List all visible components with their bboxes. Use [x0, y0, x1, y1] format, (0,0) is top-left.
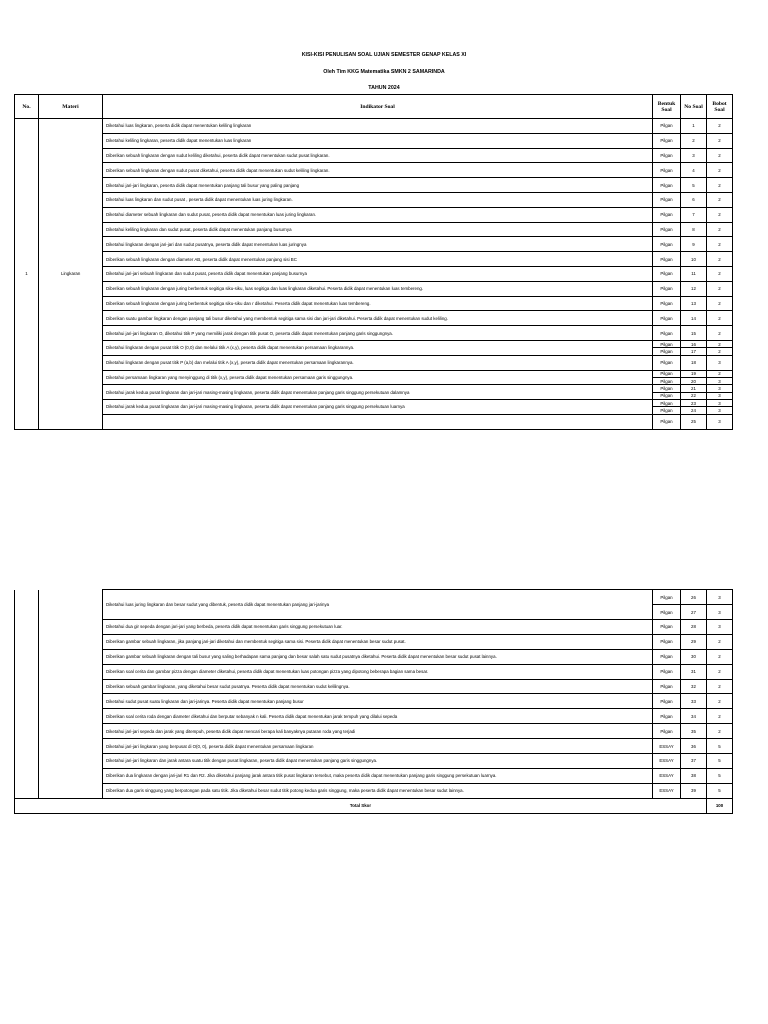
indikator-cell: Diketahui jari-jari lingkaran yang berpusat di O(0, 0), peserta didik dapat menentukan persamaan lingkaran — [103, 739, 653, 754]
bobot-cell: 2 — [707, 694, 733, 709]
bentuk-soal-cell: Pilgan — [653, 392, 681, 399]
bentuk-soal-cell: Pilgan — [653, 252, 681, 267]
indikator-cell: Diketahui luas lingkaran, peserta didik dapat menentukan keliling lingkaran — [103, 119, 653, 134]
indikator-cell: Diberikan sebuah lingkaran dengan juring berbentuk segitiga siku-siku dan r diketahui. Peserta didik dapat menentukan luas tembereng. — [103, 296, 653, 311]
no-soal-cell: 30 — [681, 649, 707, 664]
bobot-cell: 2 — [707, 649, 733, 664]
indikator-cell: Diketahui jari-jari lingkaran, peserta didik dapat menentukan panjang tali busur yang paling panjang — [103, 178, 653, 193]
bobot-cell: 2 — [707, 664, 733, 679]
bobot-cell: 2 — [707, 222, 733, 237]
bentuk-soal-cell: Pilgan — [653, 237, 681, 252]
bobot-cell: 2 — [707, 192, 733, 207]
bentuk-soal-cell: Pilgan — [653, 385, 681, 392]
no-soal-cell: 4 — [681, 163, 707, 178]
table-row — [15, 266, 733, 281]
bentuk-soal-cell: Pilgan — [653, 348, 681, 355]
indikator-cell: Diketahui luas juring lingkaran dan besar sudut yang dibentuk, peserta didik dapat menentukan panjang jari-jarinya — [103, 590, 653, 620]
bobot-cell: 3 — [707, 590, 733, 605]
bobot-cell: 2 — [707, 634, 733, 649]
materi-cell: Lingkaran — [39, 119, 103, 430]
no-soal-cell: 8 — [681, 222, 707, 237]
no-soal-cell: 3 — [681, 148, 707, 163]
bentuk-soal-cell: ESSAY — [653, 754, 681, 769]
no-soal-cell: 14 — [681, 311, 707, 326]
bobot-cell: 3 — [707, 400, 733, 407]
grid-table-page2 — [14, 589, 733, 814]
bentuk-soal-cell: Pilgan — [653, 119, 681, 134]
table-row — [15, 590, 733, 605]
bobot-cell: 2 — [707, 348, 733, 355]
table-row — [15, 694, 733, 709]
table-body-page1 — [15, 119, 733, 430]
indikator-cell: Diketahui sudut pusat suatu lingkaran dan jari-jarinya. Peserta didik dapat menentukan panjang busur — [103, 694, 653, 709]
indikator-cell: Diberikan dua lingkaran dengan jari-jari R1 dan R2. Jika diketahui panjang jarak antara titik pusat lingkaran tersebut, maka peserta didik dapat menentukan panjang garis singgung persekutuan luarnya. — [103, 768, 653, 783]
no-soal-cell: 24 — [681, 407, 707, 414]
bentuk-soal-cell: Pilgan — [653, 311, 681, 326]
table-row — [15, 133, 733, 148]
bobot-cell: 2 — [707, 178, 733, 193]
bentuk-soal-cell: Pilgan — [653, 377, 681, 384]
indikator-cell: Diberikan sebuah gambar lingkaran, yang diketahui besar sudut pusatnya. Peserta didik dapat menentukan sudut kelilingnya. — [103, 679, 653, 694]
total-value: 100 — [707, 798, 733, 813]
bentuk-soal-cell: Pilgan — [653, 163, 681, 178]
table-row — [15, 340, 733, 347]
bentuk-soal-cell: Pilgan — [653, 590, 681, 605]
bobot-cell: 2 — [707, 311, 733, 326]
no-soal-cell: 34 — [681, 709, 707, 724]
bobot-cell: 3 — [707, 605, 733, 620]
table-row — [15, 783, 733, 798]
total-row — [15, 798, 733, 813]
no-soal-cell: 17 — [681, 348, 707, 355]
indikator-cell: Diberikan dua garis singgung yang berpotongan pada satu titik. Jika diketahui besar sudut titik potong kedua garis singgung, maka peserta didik dapat menentukan besar sudut lainnya. — [103, 783, 653, 798]
bentuk-soal-cell: Pilgan — [653, 407, 681, 414]
no-soal-cell: 10 — [681, 252, 707, 267]
bobot-cell: 3 — [707, 407, 733, 414]
indikator-cell: Diketahui lingkaran dengan pusat titik O (0,0) dan melalui titik A (x,y), peserta didik dapat menentukan persamaan lingkarannya. — [103, 340, 653, 355]
bentuk-soal-cell: Pilgan — [653, 694, 681, 709]
bentuk-soal-cell: Pilgan — [653, 400, 681, 407]
no-soal-cell: 27 — [681, 605, 707, 620]
bentuk-soal-cell: Pilgan — [653, 605, 681, 620]
no-soal-cell: 23 — [681, 400, 707, 407]
indikator-cell: Diberikan suatu gambar lingkaran dengan panjang tali busur diketahui yang membentuk segitiga sama sisi dan jari-jari diketahui. Peserta didik dapat menentukan sudut keliling. — [103, 311, 653, 326]
bobot-cell: 3 — [707, 620, 733, 635]
bentuk-soal-cell: Pilgan — [653, 326, 681, 341]
indikator-cell: Diketahui jari-jari sepeda dan jarak yang ditempuh, peserta didik dapat mencari berapa kali banyaknya putaran roda yang terjadi — [103, 724, 653, 739]
table-row — [15, 709, 733, 724]
table-row — [15, 754, 733, 769]
indikator-cell: Diberikan sebuah lingkaran dengan juring berbentuk segitiga siku-siku, luas segitiga dan luas lingkaran diketahui. Peserta didik dapat menentukan luas tembereng. — [103, 281, 653, 296]
table-row — [15, 664, 733, 679]
table-row — [15, 252, 733, 267]
bentuk-soal-cell: Pilgan — [653, 370, 681, 377]
bobot-cell: 5 — [707, 768, 733, 783]
indikator-cell: Diberikan sebuah lingkaran dengan diameter AB, peserta didik dapat menentukan panjang sisi BC — [103, 252, 653, 267]
no-soal-cell: 36 — [681, 739, 707, 754]
table-row — [15, 311, 733, 326]
table-row — [15, 296, 733, 311]
bentuk-soal-cell: Pilgan — [653, 281, 681, 296]
bentuk-soal-cell: Pilgan — [653, 709, 681, 724]
doc-subtitle: Oleh Tim KKG Matematika SMKN 2 SAMARINDA — [323, 69, 445, 75]
bobot-cell: 2 — [707, 119, 733, 134]
indikator-cell: Diketahui lingkaran dengan jari-jari dan sudut pusatnya, peserta didik dapat menentukan luas juringnya — [103, 237, 653, 252]
no-soal-cell: 7 — [681, 207, 707, 222]
indikator-cell: Diketahui luas lingkaran dan sudut pusat , peserta didik dapat menentukan luas juring lingkaran. — [103, 192, 653, 207]
indikator-cell: Diberikan gambar sebuah lingkaran, jika panjang jari-jari diketahui dan membentuk segitiga sama sisi. Peserta didik dapat menentukan besar sudut pusat. — [103, 634, 653, 649]
no-soal-cell: 38 — [681, 768, 707, 783]
grid-table-page1 — [14, 94, 733, 430]
no-soal-cell: 1 — [681, 119, 707, 134]
bobot-cell: 3 — [707, 355, 733, 370]
indikator-cell: Diketahui jari-jari sebuah lingkaran dan sudut pusat, peserta didik dapat menentukan panjang busurnya — [103, 266, 653, 281]
bentuk-soal-cell: Pilgan — [653, 634, 681, 649]
bentuk-soal-cell: Pilgan — [653, 679, 681, 694]
bentuk-soal-cell: ESSAY — [653, 739, 681, 754]
bobot-cell: 5 — [707, 739, 733, 754]
no-soal-cell: 13 — [681, 296, 707, 311]
no-cell-continued — [15, 590, 39, 799]
bentuk-soal-cell: Pilgan — [653, 148, 681, 163]
table-row — [15, 679, 733, 694]
table-row — [15, 649, 733, 664]
no-soal-cell: 32 — [681, 679, 707, 694]
bobot-cell: 2 — [707, 237, 733, 252]
col-header-bobot: Bobot Soal — [707, 95, 733, 119]
bobot-cell: 2 — [707, 252, 733, 267]
bentuk-soal-cell: Pilgan — [653, 414, 681, 429]
bobot-cell: 3 — [707, 414, 733, 429]
bobot-cell: 2 — [707, 296, 733, 311]
bobot-cell: 3 — [707, 377, 733, 384]
bobot-cell: 3 — [707, 392, 733, 399]
no-soal-cell: 26 — [681, 590, 707, 605]
materi-cell-continued — [39, 590, 103, 799]
table-row — [15, 119, 733, 134]
no-soal-cell: 37 — [681, 754, 707, 769]
no-soal-cell: 16 — [681, 340, 707, 347]
no-soal-cell: 21 — [681, 385, 707, 392]
bentuk-soal-cell: Pilgan — [653, 266, 681, 281]
table-row — [15, 724, 733, 739]
indikator-cell: Diberikan sebuah lingkaran dengan sudut pusat diketahui, peserta didik dapat menentukan sudut keliling lingkaran. — [103, 163, 653, 178]
bobot-cell: 3 — [707, 385, 733, 392]
bentuk-soal-cell: Pilgan — [653, 340, 681, 347]
bobot-cell: 2 — [707, 148, 733, 163]
table-row — [15, 281, 733, 296]
table-row — [15, 385, 733, 392]
bobot-cell: 2 — [707, 340, 733, 347]
no-soal-cell: 5 — [681, 178, 707, 193]
indikator-cell: Diketahui keliling lingkaran dan sudut pusat, peserta didik dapat menentukan panjang busurnya — [103, 222, 653, 237]
bobot-cell: 5 — [707, 783, 733, 798]
col-header-bentuk: Bentuk Soal — [653, 95, 681, 119]
indikator-cell: Diberikan gambar sebuah lingkaran dengan tali busur yang saling berhadapan sama panjang dan besar salah satu sudut pusatnya diketahui. Peserta didik dapat menentukan besar sudut pusat lainnya. — [103, 649, 653, 664]
no-soal-cell: 12 — [681, 281, 707, 296]
indikator-cell: Diketahui keliling lingkaran, peserta didik dapat menentukan luas lingkaran — [103, 133, 653, 148]
no-soal-cell: 15 — [681, 326, 707, 341]
bobot-cell: 2 — [707, 163, 733, 178]
table-row — [15, 207, 733, 222]
indikator-cell: Diberikan soal cerita roda dengan diameter diketahui dan berputar sebanyak n kali. Peserta didik dapat menentukan jarak tempuh yang dilalui sepeda — [103, 709, 653, 724]
no-soal-cell: 29 — [681, 634, 707, 649]
bobot-cell: 2 — [707, 679, 733, 694]
indikator-cell: Diketahui jarak kedua pusat lingkaran dan jari-jari masing-masing lingkaran, peserta didik dapat menentukan panjang garis singgung persekutuan luarnya — [103, 400, 653, 415]
no-soal-cell: 31 — [681, 664, 707, 679]
no-soal-cell: 33 — [681, 694, 707, 709]
table-row — [15, 768, 733, 783]
doc-title: KISI-KISI PENULISAN SOAL UJIAN SEMESTER GENAP KELAS XI — [301, 52, 467, 58]
no-soal-cell: 20 — [681, 377, 707, 384]
bentuk-soal-cell: Pilgan — [653, 724, 681, 739]
no-soal-cell: 19 — [681, 370, 707, 377]
bentuk-soal-cell: Pilgan — [653, 222, 681, 237]
bobot-cell: 2 — [707, 281, 733, 296]
col-header-no: No. — [15, 95, 39, 119]
indikator-cell: Diketahui jari-jari lingkaran dan jarak antara suatu titik dengan pusat lingkaran, peserta didik dapat menentukan panjang garis singgungnya. — [103, 754, 653, 769]
bobot-cell: 2 — [707, 370, 733, 377]
no-soal-cell: 18 — [681, 355, 707, 370]
bobot-cell: 5 — [707, 754, 733, 769]
bentuk-soal-cell: Pilgan — [653, 649, 681, 664]
bobot-cell: 2 — [707, 709, 733, 724]
col-header-indikator: Indikator Soal — [103, 95, 653, 119]
indikator-cell — [103, 414, 653, 429]
bobot-cell: 2 — [707, 207, 733, 222]
indikator-cell: Diketahui persamaan lingkaran yang menyinggung di titik (x,y), peserta didik dapat menentukan persamaan garis singgungnya. — [103, 370, 653, 385]
bentuk-soal-cell: Pilgan — [653, 296, 681, 311]
total-label: Total Skor — [15, 798, 707, 813]
table-row — [15, 414, 733, 429]
bentuk-soal-cell: Pilgan — [653, 133, 681, 148]
indikator-cell: Diketahui lingkaran dengan pusat titik P (a,b) dan melalui titik A (x,y), peserta didik dapat menentukan persamaan lingkarannya. — [103, 355, 653, 370]
no-soal-cell: 11 — [681, 266, 707, 281]
no-soal-cell: 6 — [681, 192, 707, 207]
no-soal-cell: 22 — [681, 392, 707, 399]
header-row — [15, 95, 733, 119]
bentuk-soal-cell: ESSAY — [653, 783, 681, 798]
bobot-cell: 2 — [707, 326, 733, 341]
table-row — [15, 400, 733, 407]
table-row — [15, 178, 733, 193]
table-row — [15, 326, 733, 341]
bobot-cell: 2 — [707, 133, 733, 148]
bentuk-soal-cell: Pilgan — [653, 664, 681, 679]
no-soal-cell: 9 — [681, 237, 707, 252]
table-row — [15, 148, 733, 163]
indikator-cell: Diberikan sebuah lingkaran dengan sudut keliling diketahui, peserta didik dapat menentukan sudut pusat lingkaran. — [103, 148, 653, 163]
bentuk-soal-cell: Pilgan — [653, 355, 681, 370]
doc-year: TAHUN 2024 — [368, 85, 400, 91]
bentuk-soal-cell: Pilgan — [653, 192, 681, 207]
col-header-nosoal: No Soal — [681, 95, 707, 119]
bentuk-soal-cell: ESSAY — [653, 768, 681, 783]
table-row — [15, 237, 733, 252]
col-header-materi: Materi — [39, 95, 103, 119]
indikator-cell: Diketahui jarak kedua pusat lingkaran dan jari-jari masing-masing lingkaran, peserta didik dapat menentukan panjang garis singgung persekutuan dalamnya — [103, 385, 653, 400]
bentuk-soal-cell: Pilgan — [653, 620, 681, 635]
table-row — [15, 222, 733, 237]
no-soal-cell: 2 — [681, 133, 707, 148]
table-row — [15, 370, 733, 377]
bentuk-soal-cell: Pilgan — [653, 178, 681, 193]
no-soal-cell: 25 — [681, 414, 707, 429]
bobot-cell: 2 — [707, 724, 733, 739]
group-number-cell: 1 — [15, 119, 39, 430]
indikator-cell: Diketahui diameter sebuah lingkaran dan sudut pusat, peserta didik dapat menentukan luas juring lingkaran. — [103, 207, 653, 222]
table-row — [15, 634, 733, 649]
table-body-page2 — [15, 590, 733, 814]
table-row — [15, 620, 733, 635]
table-row — [15, 355, 733, 370]
no-soal-cell: 28 — [681, 620, 707, 635]
no-soal-cell: 39 — [681, 783, 707, 798]
table-row — [15, 739, 733, 754]
indikator-cell: Diketahui jari-jari lingkaran O, diketahui titik P yang memiliki jarak dengan titik pusat O, peserta didik dapat menentukan panjang garis singgungnya. — [103, 326, 653, 341]
indikator-cell: Diketahui dua gir sepeda dengan jari-jari yang berbeda, peserta didik dapat menentukan garis singgung persekutuan luar. — [103, 620, 653, 635]
bobot-cell: 2 — [707, 266, 733, 281]
table-row — [15, 192, 733, 207]
no-soal-cell: 35 — [681, 724, 707, 739]
indikator-cell: Diberikan soal cerita dan gambar pizza dengan diameter diketahui, peserta didik dapat menentukan luas potongan pizza yang dipotong beberapa bagian sama besar. — [103, 664, 653, 679]
bentuk-soal-cell: Pilgan — [653, 207, 681, 222]
table-row — [15, 163, 733, 178]
